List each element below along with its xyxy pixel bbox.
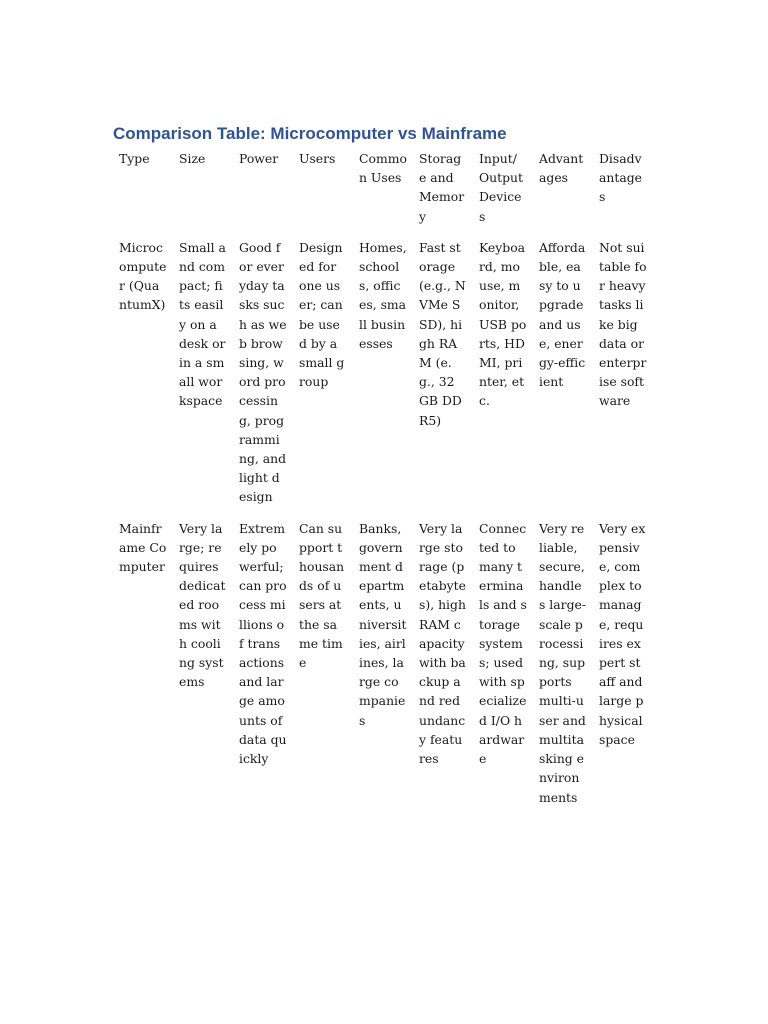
table-header-row	[113, 149, 653, 238]
table-cell: Mainframe Computer	[119, 520, 167, 575]
table-cell: Can support thousands of users at the same time	[299, 520, 345, 671]
table-cell: Very reliable, secure, handles large-scale processing, supports multi-user and multitasking environments	[539, 520, 587, 805]
table-cell: Not suitable for heavy tasks like big data or enterprise software	[599, 239, 647, 409]
header-users: Users	[299, 151, 336, 166]
table-cell: Fast storage (e.g., NVMe SSD), high RAM (e.g., 32 GB DDR5)	[419, 239, 466, 428]
table-cell: Extremely powerful; can process millions of transactions and large amounts of data quickly	[239, 520, 287, 767]
table-cell: Connected to many terminals and storage systems; used with specialized I/O hardware	[479, 520, 527, 767]
header-common-uses: Common Uses	[359, 151, 407, 186]
header-size: Size	[179, 151, 206, 166]
table-cell: Homes, schools, offices, small businesses	[359, 239, 407, 351]
table-row-microcomputer	[113, 238, 653, 519]
table-cell: Good for everyday tasks such as web browsing, word processing, programming, and light design	[239, 239, 287, 505]
header-io-devices: Input/ Output Devices	[479, 151, 524, 224]
table-cell: Keyboard, mouse, monitor, USB ports, HDMI, printer, etc.	[479, 239, 527, 409]
header-advantages: Advantages	[539, 151, 584, 186]
table-cell: Very large storage (petabytes), high RAM capacity with backup and redundancy features	[419, 520, 466, 767]
table-cell: Banks, government departments, universities, airlines, large companies	[359, 520, 407, 728]
table-cell: Small and compact; fits easily on a desk or in a small workspace	[179, 239, 226, 409]
table-cell: Very expensive, complex to manage, requires expert staff and large physical space	[599, 520, 646, 747]
table-cell: Affordable, easy to upgrade and use, energy-efficient	[539, 239, 586, 390]
table-row-mainframe	[113, 519, 653, 819]
header-disadvantages: Disadvantages	[599, 151, 642, 205]
header-type: Type	[119, 151, 150, 166]
comparison-table	[113, 149, 653, 819]
header-storage-memory: Storage and Memory	[419, 151, 465, 224]
table-cell: Microcomputer (QuantumX)	[119, 239, 167, 313]
header-power: Power	[239, 151, 279, 166]
table-cell: Designed for one user; can be used by a small group	[299, 239, 345, 390]
document-title: Comparison Table: Microcomputer vs Mainframe	[113, 124, 507, 143]
table-cell: Very large; requires dedicated rooms with cooling systems	[179, 520, 226, 690]
